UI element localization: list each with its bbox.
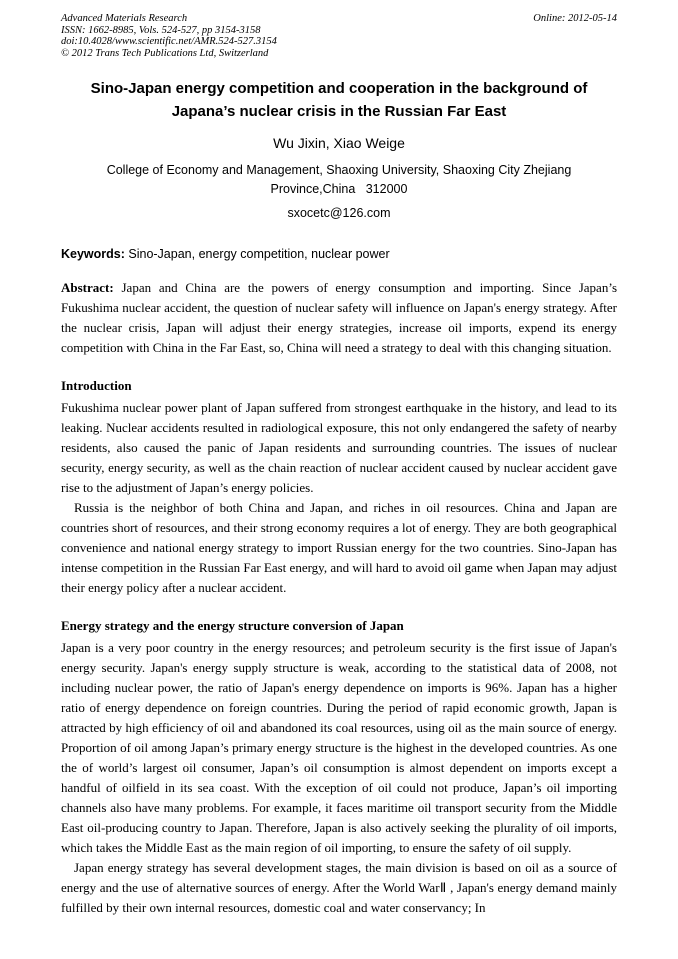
doi-line: doi:10.4028/www.scientific.net/AMR.524-527.3154: [61, 36, 277, 47]
journal-info-block: [61, 13, 277, 59]
section-heading-introduction: Introduction: [61, 378, 132, 393]
section-introduction: [61, 377, 617, 598]
copyright-line: © 2012 Trans Tech Publications Ltd, Switzerland: [61, 47, 269, 59]
journal-header: [61, 13, 617, 59]
online-date: Online: 2012-05-14: [533, 13, 617, 24]
paragraph: Japan is a very poor country in the energy resources; and petroleum security is the first issue of Japan's energy security. Japan's energy supply structure is weak, according to the statistical data of 2008, not including nuclear power, the ratio of Japan's energy dependence on imports is 96%. Japan has a higher ratio of energy dependence on foreign countries. During the period of rapid economic growth, Japan is attracted by high efficiency of oil and abandoned its coal resources, using oil as the main source of energy. Proportion of oil among Japan’s primary energy structure is the highest in the developed countries. As one the of world’s largest oil consumer, Japan’s oil consumption is almost dependent on imports except a handful of oilfield in its sea coast. With the exception of oil could not produce, Japan’s oil importing channels also have many problems. For example, it faces maritime oil transport security from the Middle East oil-producing country to Japan. Therefore, Japan is also actively seeking the plurality of oil imports, which takes the Middle East as the main region of oil importing, to ensure the safety of oil supply.: [61, 640, 617, 855]
keywords-line: [61, 246, 617, 263]
paragraph: Japan energy strategy has several development stages, the main division is based on oil as a source of energy and the use of alternative sources of energy. After the World WarⅡ , Japan's energy demand mainly fulfilled by their own internal resources, domestic coal and water conservancy; In: [61, 860, 617, 915]
affiliation-line: College of Economy and Management, Shaoxing University, Shaoxing City Zhejiang Province,China 312000: [106, 163, 572, 196]
authors-line: Wu Jixin, Xiao Weige: [273, 135, 405, 151]
keywords-text: Sino-Japan, energy competition, nuclear power: [124, 247, 390, 261]
paper-title: Sino-Japan energy competition and cooperation in the background of Japana’s nuclear crisis in the Russian Far East: [90, 80, 588, 120]
journal-name: Advanced Materials Research: [61, 13, 188, 24]
section-heading-energy-strategy: Energy strategy and the energy structure conversion of Japan: [61, 618, 404, 633]
email-address: sxocetc@126.com: [287, 206, 391, 220]
abstract-paragraph: [61, 278, 617, 358]
abstract-label: Abstract:: [61, 280, 114, 295]
keywords-label: Keywords:: [61, 247, 125, 261]
abstract-text: Japan and China are the powers of energy consumption and importing. Since Japan’s Fukushima nuclear accident, the question of nuclear safety will influence on Japan's energy strategy. After the nuclear crisis, Japan will adjust their energy strategies, increase oil imports, expend its energy competition with China in the Far East, so, China will need a strategy to deal with this changing situation.: [61, 280, 617, 355]
section-energy-strategy: [61, 617, 617, 918]
paragraph: Fukushima nuclear power plant of Japan suffered from strongest earthquake in the history, and lead to its leaking. Nuclear accidents resulted in radiological exposure, this not only endangered the safety of nearby residents, also caused the panic of Japan residents and surrounding countries. The issues of nuclear security, energy security, as well as the chain reaction of nuclear accident caused by nuclear accident gave rise to the adjustment of Japan’s energy policies.: [61, 400, 617, 495]
issn-line: ISSN: 1662-8985, Vols. 524-527, pp 3154-3158: [61, 24, 261, 36]
paragraph: Russia is the neighbor of both China and Japan, and riches in oil resources. China and Japan are countries short of resources, and their strong economy requires a lot of energy. They are both geographical convenience and national energy strategy to import Russian energy for the two countries. Sino-Japan has intense competition in the Russian Far East energy, and will hard to avoid oil game when Japan may adjust their energy policy after a nuclear accident.: [61, 500, 617, 595]
